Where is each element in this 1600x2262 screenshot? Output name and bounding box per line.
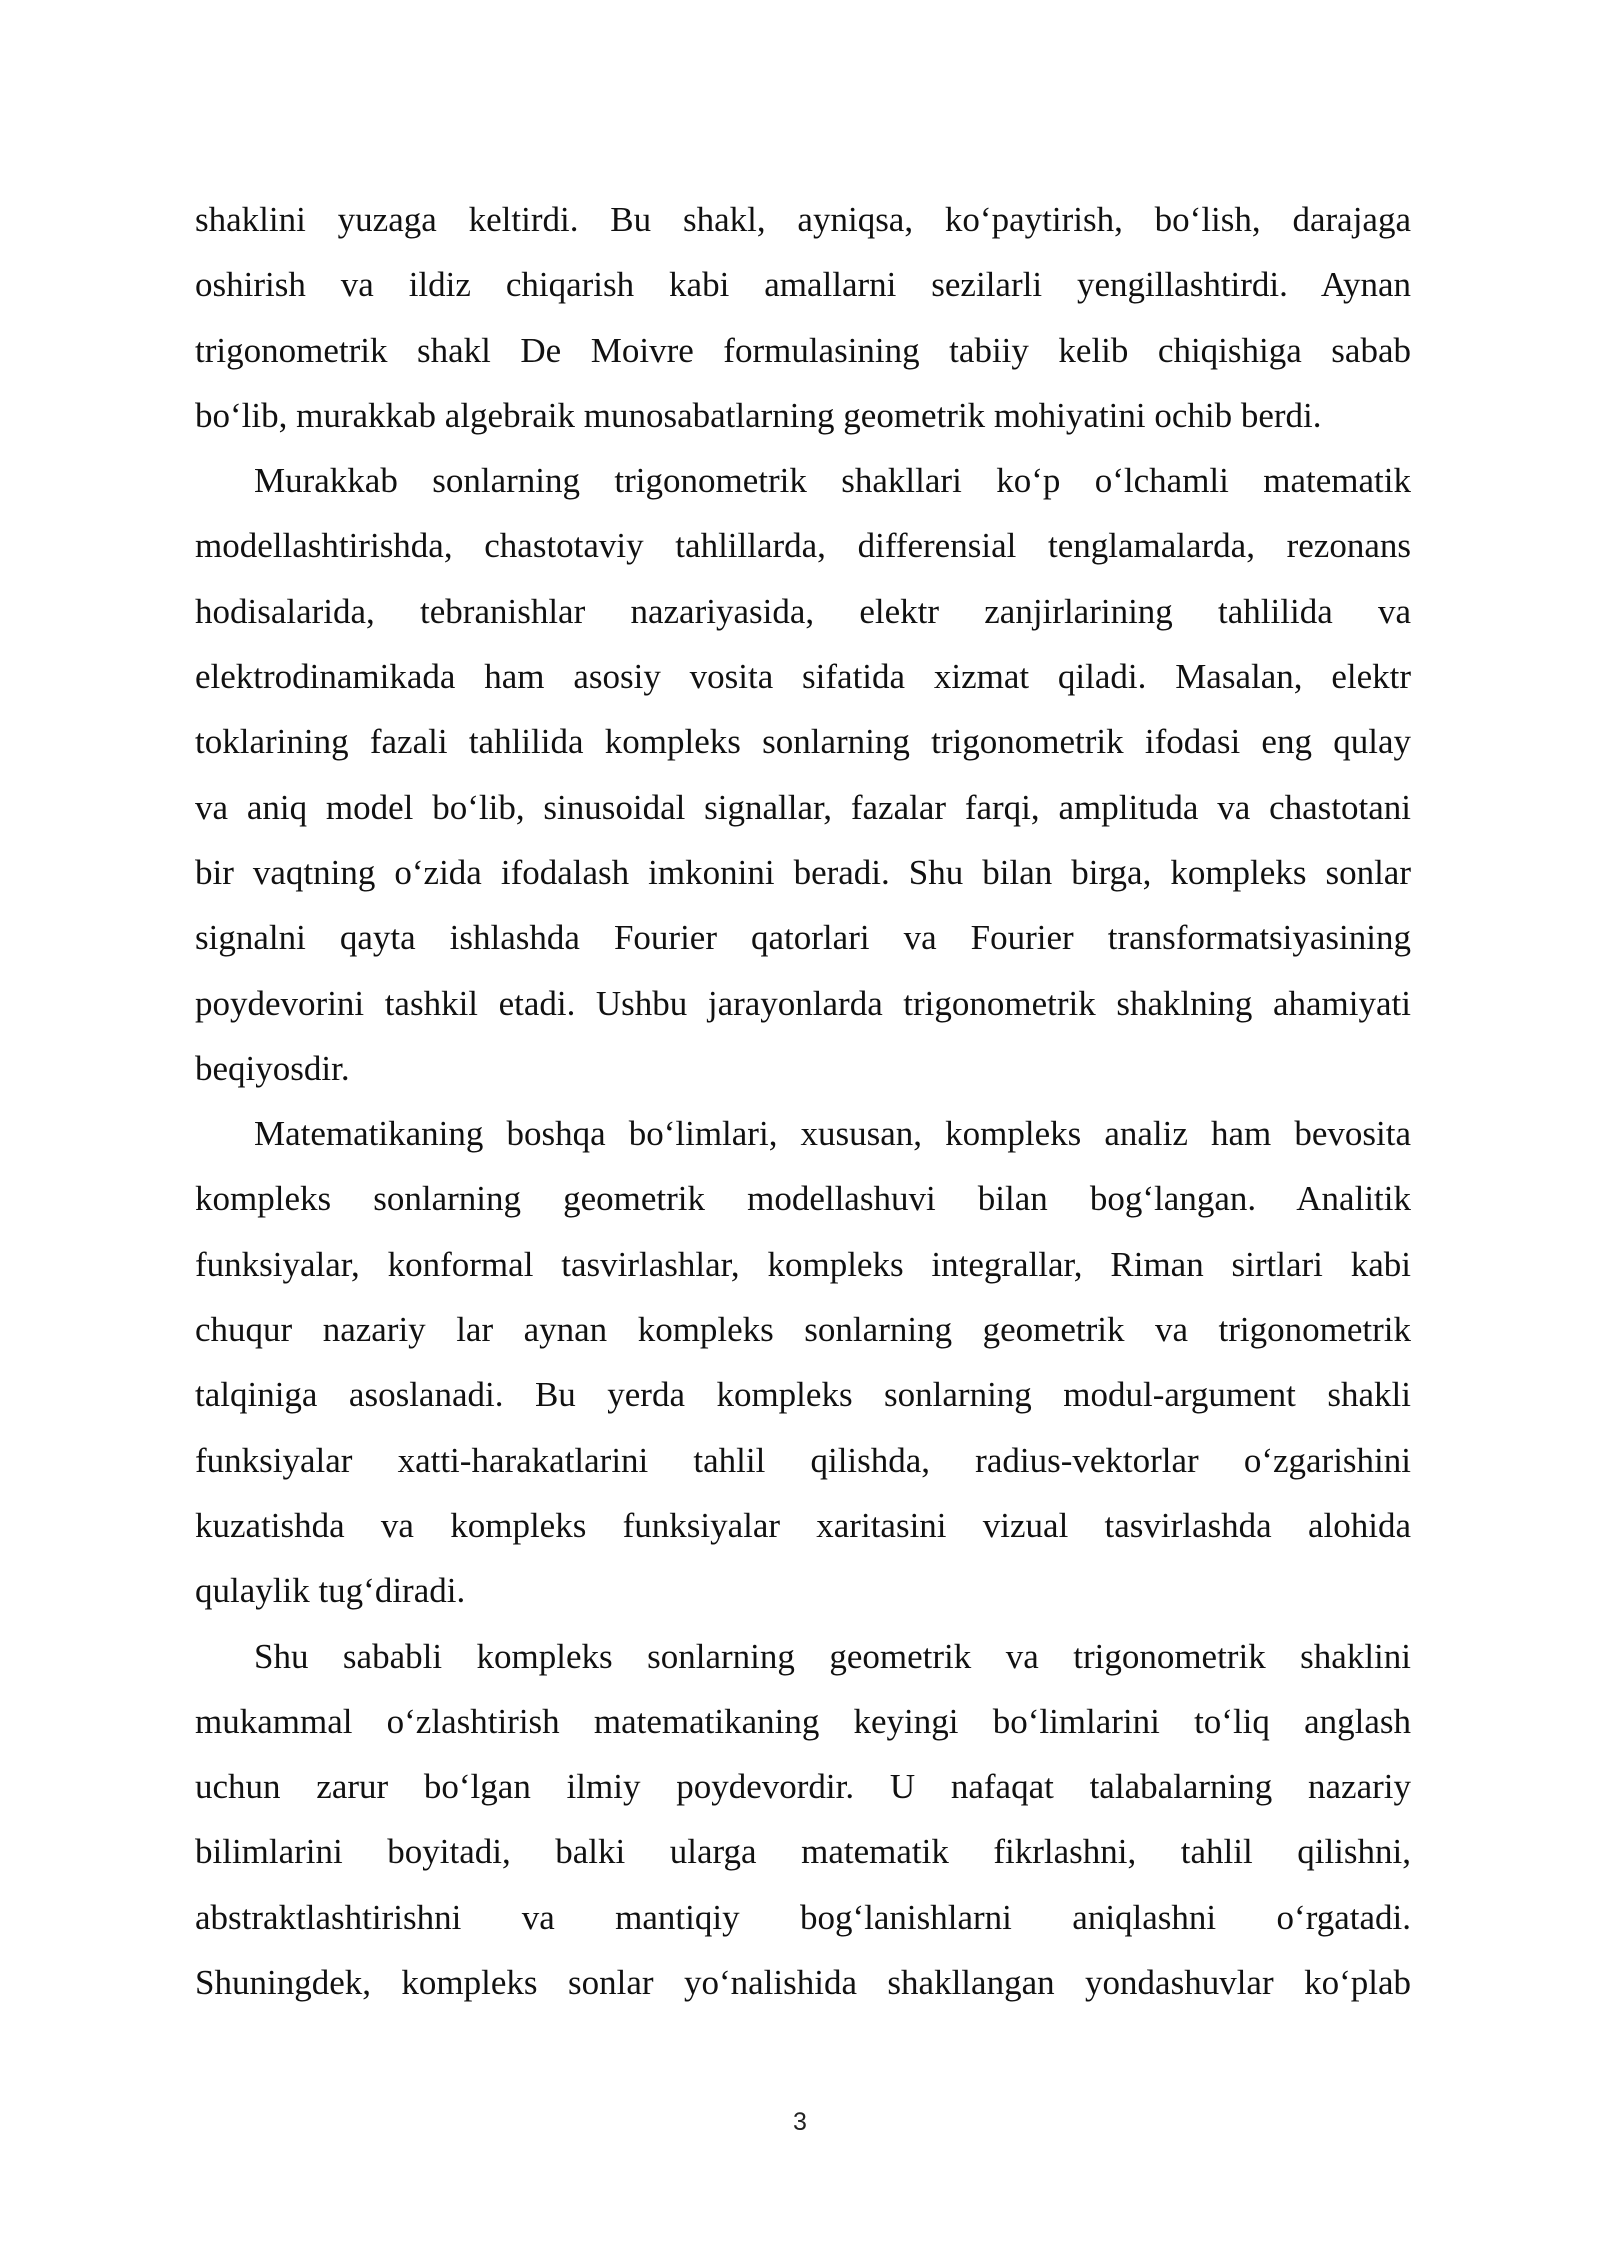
text-line: beqiyosdir. — [195, 1048, 350, 1088]
text-line: shaklini yuzaga keltirdi. Bu shakl, ayniqsa, ko‘paytirish, bo‘lish, darajaga — [195, 200, 1411, 239]
text-line: elektrodinamikada ham asosiy vosita sifatida xizmat qiladi. Masalan, elektr — [195, 657, 1411, 697]
text-line: poydevorini tashkil etadi. Ushbu jarayonlarda trigonometrik shaklning ahamiyati — [195, 983, 1411, 1023]
body-text — [195, 187, 1411, 2015]
text-line: funksiyalar, konformal tasvirlashlar, kompleks integrallar, Riman sirtlari kabi — [195, 1244, 1411, 1284]
text-line: funksiyalar xatti-harakatlarini tahlil qilishda, radius-vektorlar o‘zgarishini — [195, 1440, 1411, 1480]
text-line: Murakkab sonlarning trigonometrik shakllari ko‘p o‘lchamli matematik — [254, 461, 1411, 501]
text-line: talqiniga asoslanadi. Bu yerda kompleks sonlarning modul-argument shakli — [195, 1375, 1411, 1415]
text-line: bir vaqtning o‘zida ifodalash imkonini beradi. Shu bilan birga, kompleks sonlar — [195, 852, 1411, 892]
text-line: hodisalarida, tebranishlar nazariyasida, elektr zanjirlarining tahlilida va — [195, 591, 1411, 631]
text-line: va aniq model bo‘lib, sinusoidal signallar, fazalar farqi, amplituda va chastotani — [195, 787, 1411, 827]
text-line: signalni qayta ishlashda Fourier qatorlari va Fourier transformatsiyasining — [195, 918, 1411, 958]
text-line: trigonometrik shakl De Moivre formulasining tabiiy kelib chiqishiga sabab — [195, 330, 1411, 370]
text-line: qulaylik tug‘diradi. — [195, 1571, 466, 1611]
text-line: modellashtirishda, chastotaviy tahlillarda, differensial tenglamalarda, rezonans — [195, 526, 1411, 566]
text-line: kompleks sonlarning geometrik modellashuvi bilan bog‘langan. Analitik — [195, 1179, 1411, 1219]
text-line: bo‘lib, murakkab algebraik munosabatlarning geometrik mohiyatini ochib berdi. — [195, 395, 1322, 435]
text-line: Shu sababli kompleks sonlarning geometrik va trigonometrik shaklini — [254, 1636, 1411, 1676]
text-line: kuzatishda va kompleks funksiyalar xaritasini vizual tasvirlashda alohida — [195, 1505, 1411, 1545]
text-line: mukammal o‘zlashtirish matematikaning keyingi bo‘limlarini to‘liq anglash — [195, 1701, 1411, 1741]
paragraph-2 — [195, 448, 1411, 1101]
page-number: 3 — [793, 2108, 807, 2136]
text-line: abstraktlashtirishni va mantiqiy bog‘lanishlarni aniqlashni o‘rgatadi. — [195, 1897, 1411, 1937]
text-line: chuqur nazariy lar aynan kompleks sonlarning geometrik va trigonometrik — [195, 1310, 1411, 1350]
text-line: oshirish va ildiz chiqarish kabi amallarni sezilarli yengillashtirdi. Aynan — [195, 265, 1411, 305]
text-line: bilimlarini boyitadi, balki ularga matematik fikrlashni, tahlil qilishni, — [195, 1832, 1411, 1872]
text-line: uchun zarur bo‘lgan ilmiy poydevordir. U nafaqat talabalarning nazariy — [195, 1767, 1411, 1807]
paragraph-4 — [195, 1624, 1411, 2016]
text-line: Matematikaning boshqa bo‘limlari, xususan, kompleks analiz ham bevosita — [254, 1114, 1411, 1154]
text-line: toklarining fazali tahlilida kompleks sonlarning trigonometrik ifodasi eng qulay — [195, 722, 1411, 762]
paragraph-3 — [195, 1101, 1411, 1623]
text-line: Shuningdek, kompleks sonlar yo‘nalishida shakllangan yondashuvlar ko‘plab — [195, 1963, 1411, 2003]
paragraph-1 — [195, 187, 1411, 448]
